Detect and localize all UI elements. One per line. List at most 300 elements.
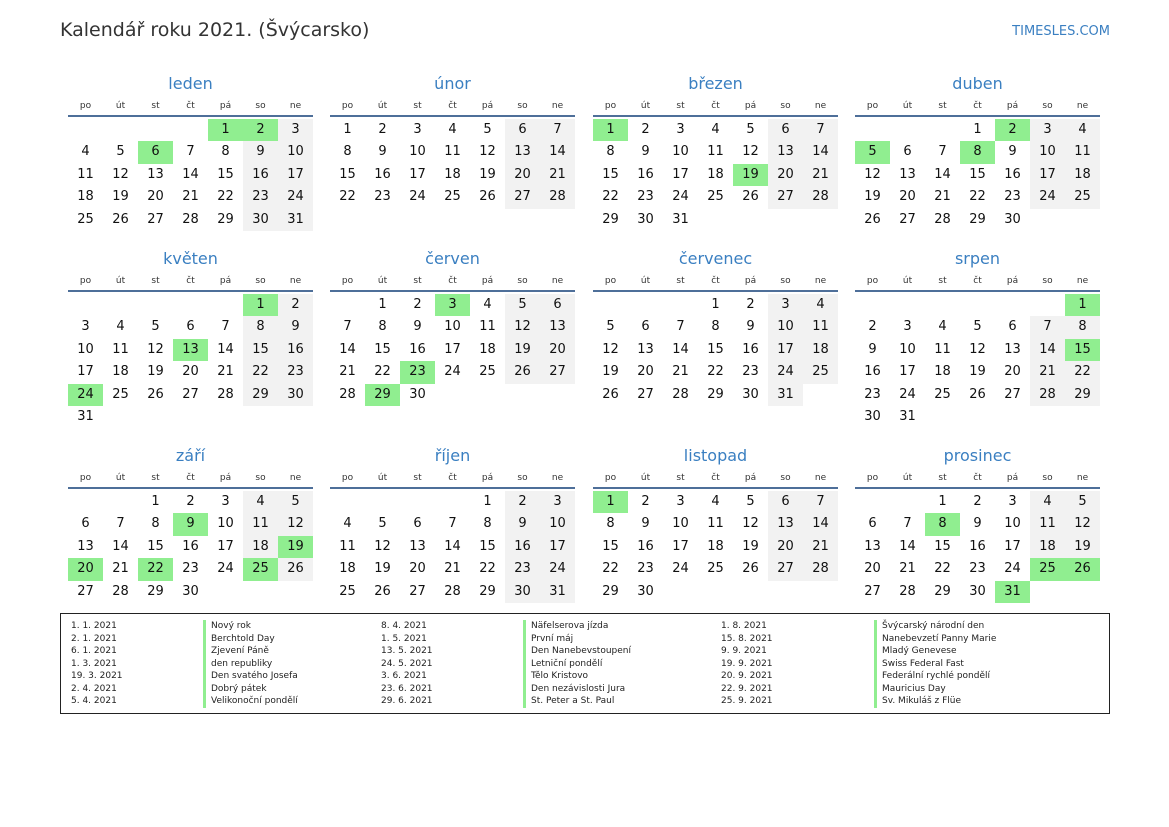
weekday-label: pá (1006, 473, 1019, 483)
weekday-label: ne (289, 473, 302, 483)
legend-holiday-name: Federální rychlé pondělí (874, 670, 1044, 683)
day-cell: 1 (343, 122, 352, 137)
day-cell: 8 (606, 516, 615, 532)
weekday-label: čt (973, 473, 982, 483)
weekend-day-cell: 20 (768, 536, 803, 558)
day-cell: 21 (217, 364, 234, 380)
header-rule (855, 290, 1100, 292)
legend-date: 9. 9. 2021 (721, 646, 767, 656)
weekday-label: po (79, 101, 92, 111)
day-cell: 26 (147, 386, 164, 402)
day-cell: 26 (374, 583, 391, 599)
week-row (855, 558, 1100, 580)
day-cell: 31 (672, 211, 689, 227)
day-cell: 22 (479, 561, 496, 577)
month-name: prosinec (943, 446, 1012, 465)
week-row (593, 536, 838, 558)
day-cell: 26 (864, 211, 881, 227)
day-cell: 11 (339, 538, 356, 554)
week-row (68, 209, 313, 231)
week-row (68, 119, 313, 141)
weekday-header (68, 98, 313, 114)
day-cell: 4 (711, 494, 720, 509)
weekday-label: so (255, 473, 266, 483)
weekend-day-cell: 6 (768, 119, 803, 141)
weekend-day-cell: 30 (505, 581, 540, 603)
empty-cell (733, 581, 768, 603)
empty-cell (768, 209, 803, 231)
month-block (593, 74, 838, 231)
holiday-day-cell: 22 (138, 558, 173, 580)
header-rule (593, 487, 838, 489)
empty-cell (435, 384, 470, 406)
weekend-day-cell: 28 (803, 558, 838, 580)
weekend-day-cell: 20 (768, 164, 803, 186)
weekday-label: st (151, 473, 160, 483)
day-cell: 3 (676, 494, 685, 509)
weekend-day-cell: 4 (1030, 491, 1065, 513)
day-cell: 5 (378, 516, 387, 532)
weekend-day-cell: 8 (243, 316, 278, 338)
day-cell: 10 (672, 144, 689, 160)
empty-cell (365, 491, 400, 513)
weekday-label: st (676, 473, 685, 483)
empty-cell (925, 119, 960, 141)
holiday-day-cell: 9 (173, 513, 208, 535)
weekday-header (855, 273, 1100, 289)
day-cell: 29 (969, 211, 986, 227)
weekday-label: st (938, 473, 947, 483)
weekend-day-cell: 30 (243, 209, 278, 231)
day-cell: 16 (182, 538, 199, 554)
weekday-label: ne (551, 101, 564, 111)
day-cell: 22 (602, 561, 619, 577)
legend-date-column (721, 620, 841, 708)
holiday-day-cell: 15 (1065, 339, 1100, 361)
day-cell: 4 (938, 319, 947, 335)
week-row (330, 294, 575, 316)
day-cell: 30 (864, 408, 881, 424)
week-row (855, 406, 1100, 428)
week-row (593, 384, 838, 406)
weekend-day-cell: 30 (278, 384, 313, 406)
weekend-day-cell: 18 (1030, 536, 1065, 558)
week-row (330, 164, 575, 186)
empty-cell (173, 119, 208, 141)
day-cell: 30 (969, 583, 986, 599)
day-cell: 6 (413, 516, 422, 532)
day-cell: 20 (147, 189, 164, 205)
legend-holiday-name: Švýcarský národní den (874, 620, 1044, 633)
weekend-day-cell: 6 (540, 294, 575, 316)
day-cell: 18 (934, 364, 951, 380)
weekend-day-cell: 20 (505, 164, 540, 186)
holiday-day-cell: 1 (243, 294, 278, 316)
day-cell: 14 (934, 166, 951, 182)
legend-holiday-name: Mladý Genevese (874, 645, 1044, 658)
legend-date: 5. 4. 2021 (71, 696, 117, 706)
day-cell: 23 (182, 561, 199, 577)
weekend-day-cell: 14 (1030, 339, 1065, 361)
legend-date-column (71, 620, 191, 708)
day-cell: 7 (448, 516, 457, 532)
week-row (330, 581, 575, 603)
legend-name-column (874, 620, 1044, 708)
day-cell: 29 (217, 211, 234, 227)
empty-cell (733, 209, 768, 231)
weekday-label: po (341, 473, 354, 483)
day-cell: 27 (77, 583, 94, 599)
week-row (593, 209, 838, 231)
day-cell: 29 (147, 583, 164, 599)
day-cell: 2 (868, 319, 877, 335)
empty-cell (243, 406, 278, 428)
weekend-day-cell: 18 (803, 339, 838, 361)
weekday-label: čt (448, 276, 457, 286)
week-row (330, 316, 575, 338)
weekend-day-cell: 2 (505, 491, 540, 513)
day-cell: 8 (221, 144, 230, 160)
empty-cell (995, 294, 1030, 316)
legend-date: 13. 5. 2021 (381, 646, 433, 656)
day-cell: 24 (444, 364, 461, 380)
empty-cell (103, 406, 138, 428)
day-cell: 9 (1008, 144, 1017, 160)
weekday-label: ne (814, 276, 827, 286)
empty-cell (540, 384, 575, 406)
week-row (855, 294, 1100, 316)
day-cell: 24 (672, 561, 689, 577)
empty-cell (890, 119, 925, 141)
weekend-day-cell: 25 (803, 361, 838, 383)
month-name: srpen (954, 249, 1001, 268)
day-cell: 7 (676, 319, 685, 335)
day-cell: 25 (707, 561, 724, 577)
day-cell: 5 (483, 122, 492, 137)
empty-cell (435, 491, 470, 513)
week-row (68, 581, 313, 603)
day-cell: 14 (444, 538, 461, 554)
week-row (68, 406, 313, 428)
day-cell: 5 (606, 319, 615, 335)
legend-holiday-name: Den Nanebevstoupení (523, 645, 693, 658)
week-row (593, 294, 838, 316)
day-cell: 5 (116, 144, 125, 160)
weekday-header (855, 98, 1100, 114)
day-cell: 12 (147, 341, 164, 357)
weekday-label: út (377, 101, 388, 111)
week-row (68, 361, 313, 383)
day-cell: 19 (969, 364, 986, 380)
weekday-label: čt (973, 101, 982, 111)
holiday-day-cell: 26 (1065, 558, 1100, 580)
weekday-label: pá (481, 276, 494, 286)
day-cell: 28 (672, 386, 689, 402)
day-cell: 17 (672, 538, 689, 554)
day-cell: 1 (973, 122, 982, 137)
day-cell: 26 (112, 211, 129, 227)
weekday-label: čt (711, 473, 720, 483)
empty-cell (103, 491, 138, 513)
day-cell: 9 (641, 144, 650, 160)
day-cell: 23 (637, 189, 654, 205)
weekday-header (855, 470, 1100, 486)
weekday-label: po (79, 473, 92, 483)
empty-cell (698, 581, 733, 603)
day-cell: 11 (707, 144, 724, 160)
day-cell: 25 (339, 583, 356, 599)
month-block (593, 446, 838, 603)
empty-cell (803, 581, 838, 603)
day-cell: 8 (151, 516, 160, 532)
weekend-day-cell: 17 (540, 536, 575, 558)
week-row (330, 339, 575, 361)
holiday-day-cell: 5 (855, 141, 890, 163)
holiday-day-cell: 29 (365, 384, 400, 406)
week-row (855, 361, 1100, 383)
week-row (855, 536, 1100, 558)
empty-cell (855, 119, 890, 141)
month-block (855, 446, 1100, 603)
week-row (330, 491, 575, 513)
month-name: únor (434, 74, 471, 93)
empty-cell (138, 119, 173, 141)
week-row (330, 186, 575, 208)
weekday-label: ne (814, 101, 827, 111)
holiday-day-cell: 20 (68, 558, 103, 580)
week-row (330, 361, 575, 383)
day-cell: 20 (409, 561, 426, 577)
site-link[interactable]: TIMESLES.COM (1012, 24, 1110, 39)
day-cell: 22 (969, 189, 986, 205)
weekend-day-cell: 7 (1030, 316, 1065, 338)
week-row (593, 339, 838, 361)
day-cell: 8 (483, 516, 492, 532)
day-cell: 4 (448, 122, 457, 137)
day-cell: 5 (746, 494, 755, 509)
empty-cell (698, 209, 733, 231)
day-cell: 30 (637, 211, 654, 227)
empty-cell (960, 294, 995, 316)
weekend-day-cell: 11 (1030, 513, 1065, 535)
holiday-day-cell: 6 (138, 141, 173, 163)
day-cell: 21 (934, 189, 951, 205)
day-cell: 9 (413, 319, 422, 335)
day-cell: 10 (672, 516, 689, 532)
month-block (330, 446, 575, 603)
weekday-header (593, 98, 838, 114)
weekday-label: so (1042, 101, 1053, 111)
day-cell: 13 (1004, 341, 1021, 357)
week-row (855, 186, 1100, 208)
week-row (330, 119, 575, 141)
legend-date: 22. 9. 2021 (721, 683, 773, 694)
week-row (593, 558, 838, 580)
week-row (593, 119, 838, 141)
day-cell: 28 (444, 583, 461, 599)
day-cell: 28 (339, 386, 356, 402)
day-cell: 13 (637, 341, 654, 357)
holiday-day-cell: 1 (1065, 294, 1100, 316)
day-cell: 15 (707, 341, 724, 357)
day-cell: 3 (676, 122, 685, 137)
weekday-label: čt (186, 101, 195, 111)
weekend-day-cell: 17 (1030, 164, 1065, 186)
week-row (855, 209, 1100, 231)
weekday-label: pá (481, 101, 494, 111)
weekend-day-cell: 19 (505, 339, 540, 361)
week-row (68, 141, 313, 163)
day-cell: 20 (637, 364, 654, 380)
legend-holiday-name: Den nezávislosti Jura (523, 683, 693, 696)
week-row (855, 491, 1100, 513)
weekend-day-cell: 24 (540, 558, 575, 580)
day-cell: 27 (147, 211, 164, 227)
weekend-day-cell: 27 (540, 361, 575, 383)
weekday-label: út (902, 473, 913, 483)
weekend-day-cell: 7 (803, 119, 838, 141)
weekend-day-cell: 2 (278, 294, 313, 316)
day-cell: 6 (641, 319, 650, 335)
week-row (68, 384, 313, 406)
day-cell: 1 (483, 494, 492, 509)
weekend-day-cell: 22 (1065, 361, 1100, 383)
weekday-header (593, 470, 838, 486)
day-cell: 22 (707, 364, 724, 380)
day-cell: 14 (339, 341, 356, 357)
day-cell: 14 (672, 341, 689, 357)
day-cell: 3 (413, 122, 422, 137)
day-cell: 2 (413, 297, 422, 312)
month-name: leden (168, 74, 213, 93)
week-row (68, 294, 313, 316)
week-row (593, 581, 838, 603)
legend-date: 15. 8. 2021 (721, 633, 773, 644)
weekday-header (330, 98, 575, 114)
weekday-label: st (676, 101, 685, 111)
weekday-label: ne (1076, 473, 1089, 483)
day-cell: 30 (742, 386, 759, 402)
day-cell: 30 (1004, 211, 1021, 227)
weekend-day-cell: 9 (243, 141, 278, 163)
empty-cell (890, 491, 925, 513)
empty-cell (103, 294, 138, 316)
weekday-label: ne (1076, 101, 1089, 111)
day-cell: 11 (934, 341, 951, 357)
weekend-day-cell: 5 (505, 294, 540, 316)
month-block (330, 249, 575, 406)
day-cell: 26 (969, 386, 986, 402)
legend-holiday-name: Sv. Mikuláš z Flüe (874, 695, 1044, 708)
weekday-header (593, 273, 838, 289)
weekend-day-cell: 8 (1065, 316, 1100, 338)
month-block (68, 249, 313, 428)
header-rule (855, 115, 1100, 117)
weekday-label: so (1042, 276, 1053, 286)
weekend-day-cell: 3 (540, 491, 575, 513)
weekend-day-cell: 29 (1065, 384, 1100, 406)
weekday-label: st (151, 101, 160, 111)
day-cell: 30 (409, 386, 426, 402)
month-name: březen (688, 74, 743, 93)
weekday-label: po (79, 276, 92, 286)
header-rule (330, 487, 575, 489)
legend-date: 2. 1. 2021 (71, 633, 117, 644)
month-name: duben (952, 74, 1003, 93)
weekend-day-cell: 24 (1030, 186, 1065, 208)
weekend-day-cell: 21 (803, 536, 838, 558)
weekend-day-cell: 10 (278, 141, 313, 163)
legend-date-column (381, 620, 501, 708)
week-row (593, 164, 838, 186)
weekday-label: so (255, 101, 266, 111)
weekend-day-cell: 13 (540, 316, 575, 338)
weekend-day-cell: 14 (803, 513, 838, 535)
empty-cell (803, 209, 838, 231)
weekday-label: so (517, 101, 528, 111)
weekend-day-cell: 12 (1065, 513, 1100, 535)
day-cell: 15 (479, 538, 496, 554)
weekday-label: pá (744, 473, 757, 483)
weekday-label: čt (186, 473, 195, 483)
week-row (855, 164, 1100, 186)
month-block (855, 74, 1100, 231)
week-row (330, 384, 575, 406)
empty-cell (960, 406, 995, 428)
header-rule (593, 290, 838, 292)
empty-cell (663, 581, 698, 603)
empty-cell (768, 581, 803, 603)
day-cell: 22 (339, 189, 356, 205)
weekend-day-cell: 4 (243, 491, 278, 513)
week-row (593, 186, 838, 208)
weekend-day-cell: 12 (278, 513, 313, 535)
day-cell: 18 (77, 189, 94, 205)
month-name: září (175, 446, 206, 465)
weekday-header (68, 470, 313, 486)
legend-date: 1. 8. 2021 (721, 621, 767, 631)
day-cell: 7 (116, 516, 125, 532)
day-cell: 25 (707, 189, 724, 205)
weekend-day-cell: 28 (803, 186, 838, 208)
month-block (593, 249, 838, 406)
weekend-day-cell: 18 (1065, 164, 1100, 186)
day-cell: 24 (409, 189, 426, 205)
day-cell: 5 (746, 122, 755, 137)
day-cell: 31 (899, 408, 916, 424)
day-cell: 13 (864, 538, 881, 554)
day-cell: 20 (1004, 364, 1021, 380)
day-cell: 21 (899, 561, 916, 577)
empty-cell (855, 491, 890, 513)
holiday-day-cell: 13 (173, 339, 208, 361)
holiday-day-cell: 25 (1030, 558, 1065, 580)
day-cell: 21 (444, 561, 461, 577)
legend-date: 23. 6. 2021 (381, 683, 433, 694)
day-cell: 20 (182, 364, 199, 380)
week-row (855, 513, 1100, 535)
weekday-label: pá (219, 276, 232, 286)
day-cell: 29 (602, 211, 619, 227)
day-cell: 4 (483, 297, 492, 312)
holiday-day-cell: 25 (243, 558, 278, 580)
weekday-label: pá (219, 101, 232, 111)
empty-cell (995, 406, 1030, 428)
day-cell: 2 (641, 122, 650, 137)
weekday-label: út (115, 473, 126, 483)
empty-cell (1065, 209, 1100, 231)
week-row (330, 558, 575, 580)
